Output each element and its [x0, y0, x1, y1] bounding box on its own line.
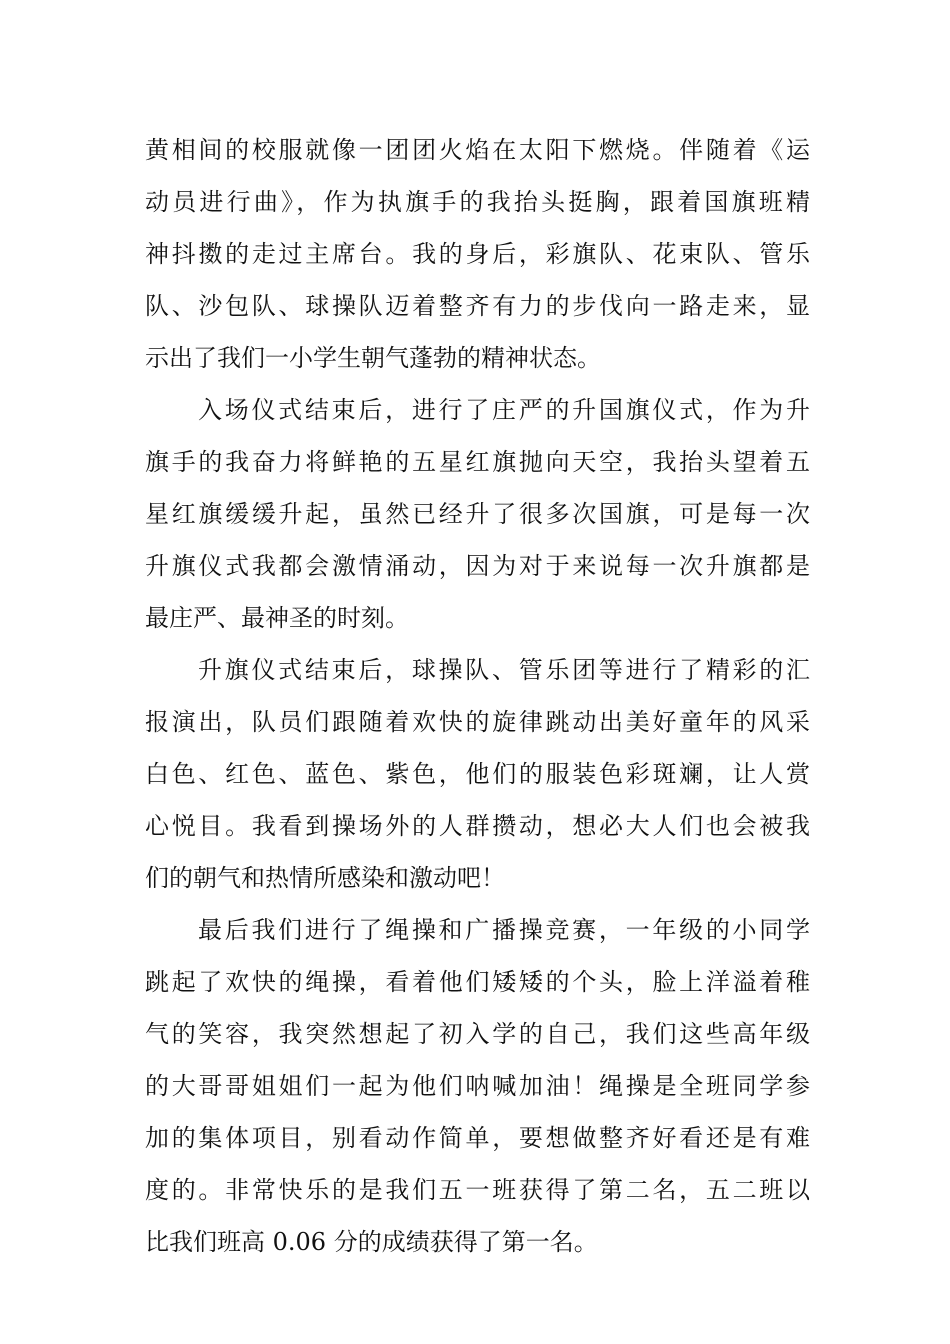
text-line: 升旗仪式结束后，球操队、管乐团等进行了精彩的汇	[198, 656, 810, 684]
text-line: 队、沙包队、球操队迈着整齐有力的步伐向一路走来，显	[145, 292, 810, 320]
text-line: 最庄严、最神圣的时刻。	[145, 604, 409, 632]
text-line: 比我们班高 0.06 分的成绩获得了第一名。	[145, 1228, 598, 1256]
text-line: 最后我们进行了绳操和广播操竞赛，一年级的小同学	[198, 916, 810, 944]
text-line: 心悦目。我看到操场外的人群攒动，想必大人们也会被我	[145, 812, 810, 840]
text-line: 气的笑容，我突然想起了初入学的自己，我们这些高年级	[145, 1020, 810, 1048]
text-line: 升旗仪式我都会激情涌动，因为对于来说每一次升旗都是	[145, 552, 810, 580]
text-line: 的大哥哥姐姐们一起为他们呐喊加油！绳操是全班同学参	[145, 1072, 810, 1100]
text-line: 黄相间的校服就像一团团火焰在太阳下燃烧。伴随着《运	[145, 136, 810, 164]
paragraph	[145, 124, 810, 384]
text-line: 白色、红色、蓝色、紫色，他们的服装色彩斑斓，让人赏	[145, 760, 810, 788]
text-line: 入场仪式结束后，进行了庄严的升国旗仪式，作为升	[198, 396, 810, 424]
text-line: 们的朝气和热情所感染和激动吧！	[145, 864, 505, 892]
text-line: 动员进行曲》，作为执旗手的我抬头挺胸，跟着国旗班精	[145, 188, 810, 216]
document-body	[145, 124, 810, 1268]
paragraph	[145, 904, 810, 1268]
text-line: 跳起了欢快的绳操，看着他们矮矮的个头，脸上洋溢着稚	[145, 968, 810, 996]
text-line: 加的集体项目，别看动作简单，要想做整齐好看还是有难	[145, 1124, 810, 1152]
paragraph	[145, 384, 810, 644]
text-line: 旗手的我奋力将鲜艳的五星红旗抛向天空，我抬头望着五	[145, 448, 810, 476]
text-line: 星红旗缓缓升起，虽然已经升了很多次国旗，可是每一次	[145, 500, 810, 528]
text-line: 神抖擞的走过主席台。我的身后，彩旗队、花束队、管乐	[145, 240, 810, 268]
text-line: 示出了我们一小学生朝气蓬勃的精神状态。	[145, 344, 601, 372]
text-line: 报演出，队员们跟随着欢快的旋律跳动出美好童年的风采	[145, 708, 810, 736]
text-line: 度的。非常快乐的是我们五一班获得了第二名，五二班以	[145, 1176, 810, 1204]
paragraph	[145, 644, 810, 904]
